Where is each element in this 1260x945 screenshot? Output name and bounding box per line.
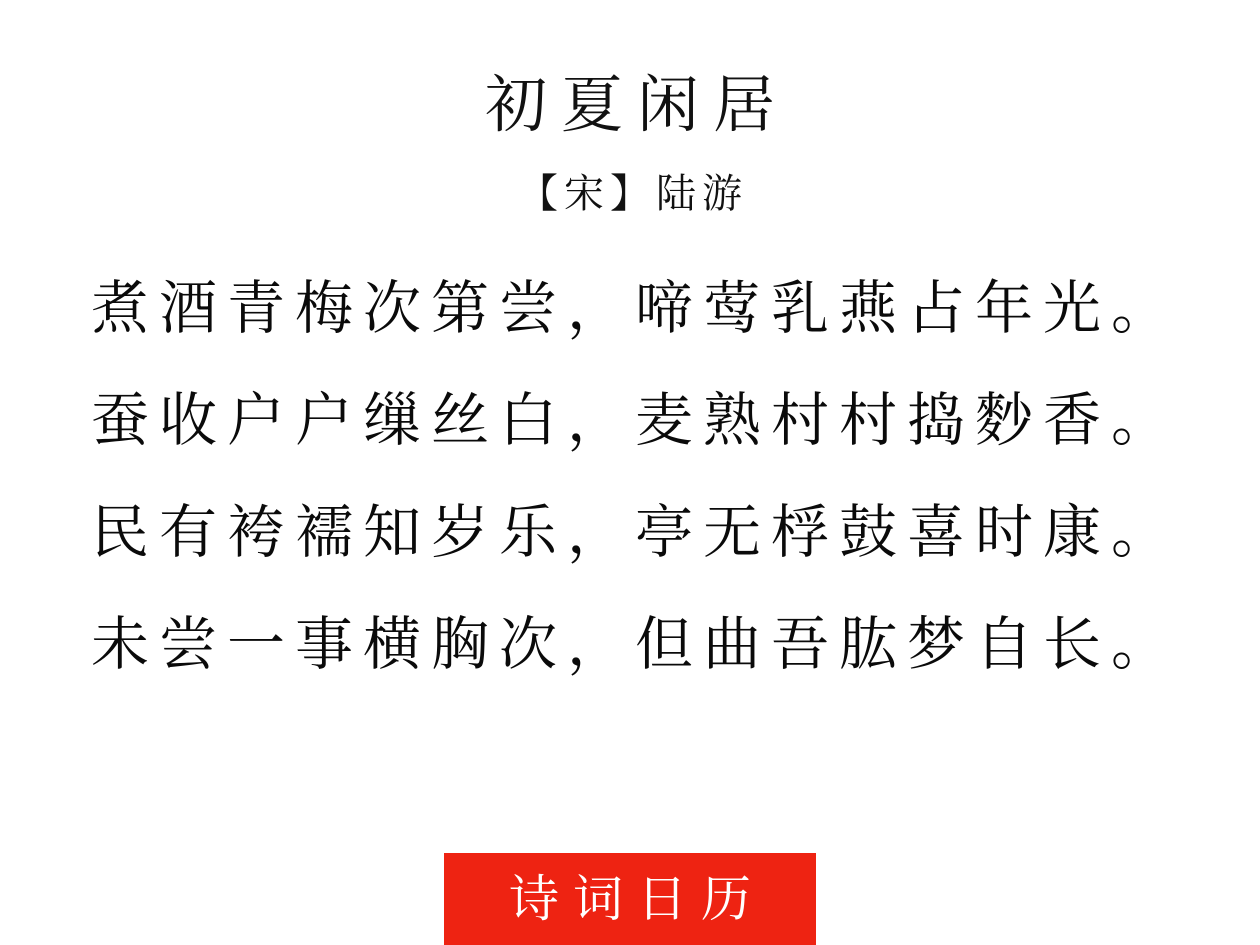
- poem-line: 煮酒青梅次第尝，啼莺乳燕占年光。: [90, 276, 1179, 342]
- poem-author: 【宋】陆游: [518, 171, 748, 217]
- poem-line: 未尝一事横胸次，但曲吾肱梦自长。: [90, 612, 1179, 678]
- poem-line: 蚕收户户缫丝白，麦熟村村捣麨香。: [90, 388, 1179, 454]
- poem-line: 民有袴襦知岁乐，亭无桴鼓喜时康。: [90, 500, 1179, 566]
- brand-label: 诗词日历: [509, 871, 765, 927]
- poem-body: [0, 276, 1260, 678]
- page-title: 初夏闲居: [484, 72, 789, 140]
- brand-banner: [444, 853, 816, 945]
